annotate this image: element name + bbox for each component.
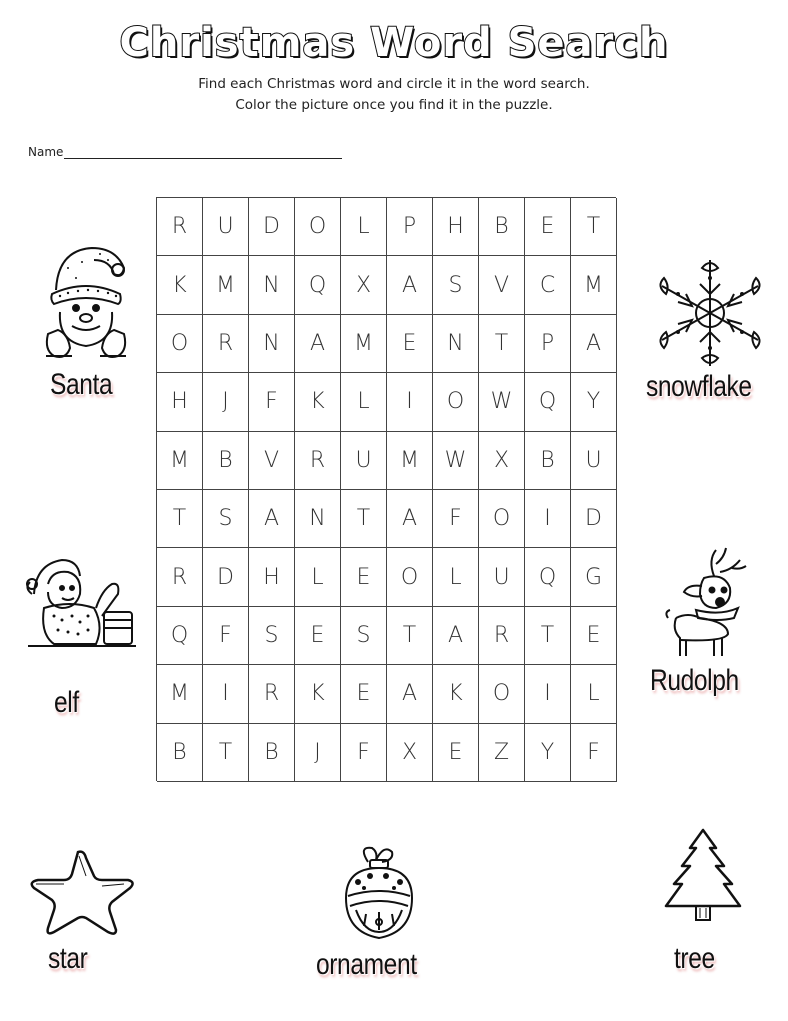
grid-cell[interactable]: N <box>249 315 295 373</box>
grid-cell[interactable]: S <box>249 607 295 665</box>
grid-cell[interactable]: L <box>433 548 479 606</box>
grid-cell[interactable]: A <box>571 315 617 373</box>
grid-cell[interactable]: T <box>525 607 571 665</box>
grid-cell[interactable]: N <box>295 490 341 548</box>
grid-cell[interactable]: R <box>157 198 203 256</box>
grid-cell[interactable]: B <box>525 432 571 490</box>
word-tree: tree <box>674 942 715 975</box>
grid-cell[interactable]: T <box>479 315 525 373</box>
grid-cell[interactable]: C <box>525 256 571 314</box>
grid-cell[interactable]: Z <box>479 724 525 782</box>
grid-cell[interactable]: A <box>433 607 479 665</box>
grid-cell[interactable]: N <box>249 256 295 314</box>
grid-cell[interactable]: B <box>249 724 295 782</box>
reindeer-icon <box>658 546 758 662</box>
grid-cell[interactable]: J <box>203 373 249 431</box>
grid-cell[interactable]: A <box>387 256 433 314</box>
grid-cell[interactable]: B <box>479 198 525 256</box>
grid-cell[interactable]: V <box>479 256 525 314</box>
grid-cell[interactable]: M <box>157 432 203 490</box>
grid-cell[interactable]: U <box>341 432 387 490</box>
grid-cell[interactable]: L <box>341 373 387 431</box>
grid-cell[interactable]: M <box>387 432 433 490</box>
grid-cell[interactable]: R <box>249 665 295 723</box>
word-ornament: ornament <box>316 948 417 981</box>
grid-cell[interactable]: E <box>341 548 387 606</box>
grid-cell[interactable]: G <box>571 548 617 606</box>
grid-cell[interactable]: Q <box>525 548 571 606</box>
tree-icon <box>660 826 746 926</box>
grid-cell[interactable]: U <box>203 198 249 256</box>
grid-cell[interactable]: R <box>295 432 341 490</box>
grid-cell[interactable]: O <box>387 548 433 606</box>
grid-cell[interactable]: P <box>387 198 433 256</box>
word-rudolph: Rudolph <box>650 664 739 697</box>
grid-cell[interactable]: E <box>387 315 433 373</box>
grid-cell[interactable]: H <box>157 373 203 431</box>
grid-cell[interactable]: D <box>249 198 295 256</box>
grid-cell[interactable]: I <box>203 665 249 723</box>
grid-cell[interactable]: Y <box>525 724 571 782</box>
snowflake-icon <box>648 254 772 372</box>
grid-cell[interactable]: F <box>341 724 387 782</box>
grid-cell[interactable]: H <box>249 548 295 606</box>
grid-cell[interactable]: O <box>479 490 525 548</box>
santa-icon <box>38 238 134 366</box>
star-icon <box>24 846 140 938</box>
grid-cell[interactable]: I <box>387 373 433 431</box>
grid-cell[interactable]: F <box>433 490 479 548</box>
name-row <box>28 145 342 159</box>
ornament-icon <box>336 840 422 946</box>
grid-cell[interactable]: I <box>525 490 571 548</box>
grid-cell[interactable]: K <box>295 373 341 431</box>
grid-cell[interactable]: K <box>157 256 203 314</box>
grid-cell[interactable]: Q <box>295 256 341 314</box>
grid-cell[interactable]: B <box>203 432 249 490</box>
grid-cell[interactable]: X <box>387 724 433 782</box>
grid-cell[interactable]: W <box>479 373 525 431</box>
grid-cell[interactable]: M <box>341 315 387 373</box>
grid-cell[interactable]: F <box>203 607 249 665</box>
grid-cell[interactable]: U <box>479 548 525 606</box>
grid-cell[interactable]: O <box>479 665 525 723</box>
elf-icon <box>20 554 140 654</box>
grid-cell[interactable]: R <box>479 607 525 665</box>
grid-cell[interactable]: F <box>249 373 295 431</box>
grid-cell[interactable]: N <box>433 315 479 373</box>
word-santa: Santa <box>50 368 113 401</box>
grid-cell[interactable]: Q <box>157 607 203 665</box>
grid-cell[interactable]: K <box>433 665 479 723</box>
grid-cell[interactable]: K <box>295 665 341 723</box>
word-star: star <box>48 942 88 975</box>
grid-cell[interactable]: D <box>571 490 617 548</box>
grid-cell[interactable]: L <box>295 548 341 606</box>
grid-cell[interactable]: T <box>157 490 203 548</box>
worksheet-title: Christmas Word Search <box>119 20 669 66</box>
instruction-line-2: Color the picture once you find it in the puzzle. <box>235 97 553 113</box>
grid-cell[interactable]: F <box>571 724 617 782</box>
name-field[interactable] <box>64 146 342 159</box>
grid-cell[interactable]: T <box>571 198 617 256</box>
grid-cell[interactable]: E <box>295 607 341 665</box>
grid-cell[interactable]: W <box>433 432 479 490</box>
grid-cell[interactable]: B <box>157 724 203 782</box>
grid-cell[interactable]: X <box>479 432 525 490</box>
grid-cell[interactable]: I <box>525 665 571 723</box>
grid-cell[interactable]: E <box>433 724 479 782</box>
grid-cell[interactable]: L <box>571 665 617 723</box>
word-search-grid <box>156 197 616 781</box>
instruction-line-1: Find each Christmas word and circle it in the word search. <box>198 76 590 92</box>
instructions <box>0 74 788 116</box>
grid-cell[interactable]: S <box>433 256 479 314</box>
grid-cell[interactable]: T <box>387 607 433 665</box>
name-label: Name <box>28 145 64 159</box>
grid-cell[interactable]: R <box>203 315 249 373</box>
grid-cell[interactable]: T <box>203 724 249 782</box>
grid-cell[interactable]: O <box>433 373 479 431</box>
grid-cell[interactable]: M <box>203 256 249 314</box>
grid-cell[interactable]: P <box>525 315 571 373</box>
grid-cell[interactable]: Q <box>525 373 571 431</box>
grid-cell[interactable]: A <box>249 490 295 548</box>
grid-cell[interactable]: H <box>433 198 479 256</box>
grid-cell[interactable]: X <box>341 256 387 314</box>
grid-cell[interactable]: O <box>157 315 203 373</box>
grid-cell[interactable]: M <box>157 665 203 723</box>
grid-cell[interactable]: A <box>387 665 433 723</box>
grid-cell[interactable]: L <box>341 198 387 256</box>
grid-cell[interactable]: U <box>571 432 617 490</box>
grid-cell[interactable]: E <box>571 607 617 665</box>
grid-cell[interactable]: E <box>525 198 571 256</box>
grid-cell[interactable]: S <box>203 490 249 548</box>
grid-cell[interactable]: R <box>157 548 203 606</box>
word-snowflake: snowflake <box>646 370 752 403</box>
grid-cell[interactable]: S <box>341 607 387 665</box>
grid-cell[interactable]: V <box>249 432 295 490</box>
grid-cell[interactable]: D <box>203 548 249 606</box>
grid-cell[interactable]: J <box>295 724 341 782</box>
grid-cell[interactable]: E <box>341 665 387 723</box>
grid-cell[interactable]: A <box>295 315 341 373</box>
grid-cell[interactable]: Y <box>571 373 617 431</box>
grid-cell[interactable]: O <box>295 198 341 256</box>
grid-cell[interactable]: M <box>571 256 617 314</box>
word-elf: elf <box>54 686 79 719</box>
grid-cell[interactable]: T <box>341 490 387 548</box>
grid-cell[interactable]: A <box>387 490 433 548</box>
